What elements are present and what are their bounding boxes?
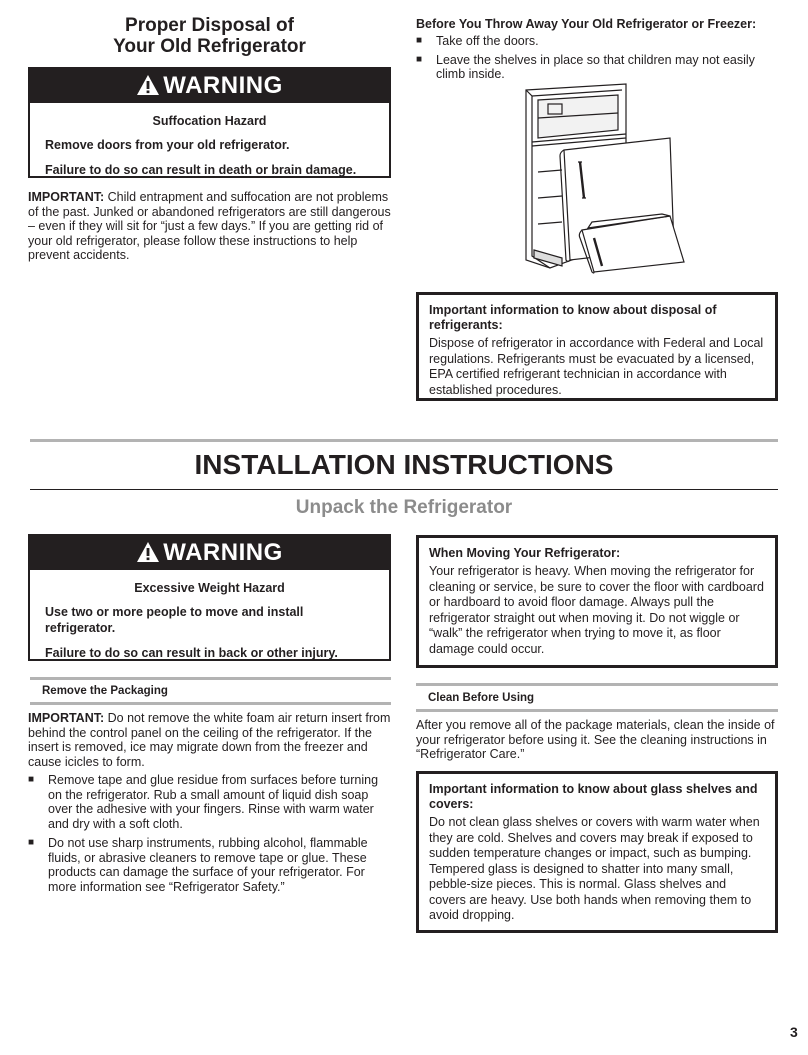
info-box-text: Your refrigerator is heavy. When moving the refrigerator for cleaning or service, be sure to cover the floor with cardboard or hardboard to avoid floor damage. Always pull the refrigerator straight out when moving it. Do not wiggle or “walk” the refrigerator when trying to move it, as floor damage could occur. [429, 564, 764, 656]
disposal-title-line2: Your Old Refrigerator [113, 36, 306, 57]
warning-line: Failure to do so can result in death or brain damage. [45, 163, 357, 177]
list-item [28, 773, 391, 831]
warning-line: Use two or more people to move and install refrigerator. [45, 605, 304, 635]
list-item [28, 836, 391, 894]
glass-info-box [416, 771, 778, 933]
subsection-rule [416, 683, 778, 686]
info-box-title: Important information to know about glass shelves and covers: [429, 782, 758, 811]
important-text: Child entrapment and suffocation are not problems of the past. Junked or abandoned refrigerators are still dangerous – even if they will sit for “just a few days.” If you are getting rid of your old refrigerator, please follow these instructions to help prevent accidents. [28, 190, 391, 262]
page-number: 3 [790, 1024, 798, 1040]
title-underline [30, 489, 778, 490]
remove-packaging-title: Remove the Packaging [42, 685, 168, 697]
disposal-important-paragraph [28, 190, 391, 263]
important-text: Do not remove the white foam air return insert from behind the control panel on the ceiling of the refrigerator. If the insert is removed, ice may migrate down from the freezer and cause icicles to form. [28, 711, 391, 769]
warning-triangle-icon [136, 74, 160, 96]
disposal-title [28, 15, 391, 57]
unpack-subtitle: Unpack the Refrigerator [295, 497, 513, 518]
refrigerator-doors-removed-illustration [522, 80, 692, 275]
clean-before-title: Clean Before Using [428, 692, 535, 704]
warning-label: WARNING [163, 72, 283, 99]
warning-header [30, 536, 389, 570]
subsection-rule [30, 702, 391, 705]
warning-triangle-icon [136, 541, 160, 563]
list-item [416, 34, 781, 49]
bullet-square-icon: ■ [416, 35, 423, 46]
disposal-title-line1: Proper Disposal of [125, 15, 294, 36]
info-box-title: Important information to know about disposal of refrigerants: [429, 303, 717, 332]
subsection-rule [416, 709, 778, 712]
weight-warning-box [28, 534, 391, 661]
info-box-title: When Moving Your Refrigerator: [429, 546, 621, 560]
suffocation-warning-box [28, 67, 391, 178]
refrigerant-info-box [416, 292, 778, 401]
warning-header [30, 69, 389, 103]
remove-packaging-content [28, 711, 391, 894]
moving-info-box [416, 535, 778, 668]
important-label: IMPORTANT: [28, 711, 105, 725]
packaging-important-paragraph [28, 711, 391, 769]
warning-line: Failure to do so can result in back or other injury. [45, 646, 338, 660]
warning-label: WARNING [163, 539, 283, 566]
list-item-text: Leave the shelves in place so that children may not easily climb inside. [436, 52, 755, 81]
disposal-section [28, 15, 391, 57]
clean-before-text: After you remove all of the package materials, clean the inside of your refrigerator before using it. See the cleaning instructions in “Refrigerator Care.” [416, 718, 775, 761]
list-item [416, 53, 781, 82]
hazard-title: Excessive Weight Hazard [134, 581, 285, 595]
list-item-text: Do not use sharp instruments, rubbing alcohol, flammable fluids, or abrasive cleaners to remove tape or glue. These products can damage the surface of your refrigerator. For more information see “Refrigerator Safety.” [48, 836, 368, 894]
hazard-title: Suffocation Hazard [152, 114, 267, 128]
installation-title: INSTALLATION INSTRUCTIONS [194, 449, 614, 480]
bullet-square-icon: ■ [28, 774, 35, 785]
important-label: IMPORTANT: [28, 190, 105, 204]
section-divider [30, 439, 778, 442]
subsection-rule [30, 677, 391, 680]
before-throw-title: Before You Throw Away Your Old Refrigerator or Freezer: [416, 17, 757, 31]
list-item-text: Remove tape and glue residue from surfaces before turning on the refrigerator. Rub a small amount of liquid dish soap over the adhesive with your fingers. Rinse with warm water and dry with a soft cloth. [48, 773, 379, 831]
info-box-text: Dispose of refrigerator in accordance with Federal and Local regulations. Refrigerants must be evacuated by a licensed, EPA certified refrigerant technician in accordance with established procedures. [429, 336, 764, 397]
bullet-square-icon: ■ [28, 837, 35, 848]
info-box-text: Do not clean glass shelves or covers with warm water when they are cold. Shelves and covers may break if exposed to sudden temperature changes or impact, such as bumping. Tempered glass is designed to shatter into many small, pebble-size pieces. This is normal. Glass shelves and covers are heavy. Use both hands when removing them to avoid dropping. [429, 815, 760, 922]
warning-line: Remove doors from your old refrigerator. [45, 138, 290, 152]
list-item-text: Take off the doors. [436, 34, 539, 48]
bullet-square-icon: ■ [416, 53, 423, 65]
before-throw-section [416, 17, 781, 82]
